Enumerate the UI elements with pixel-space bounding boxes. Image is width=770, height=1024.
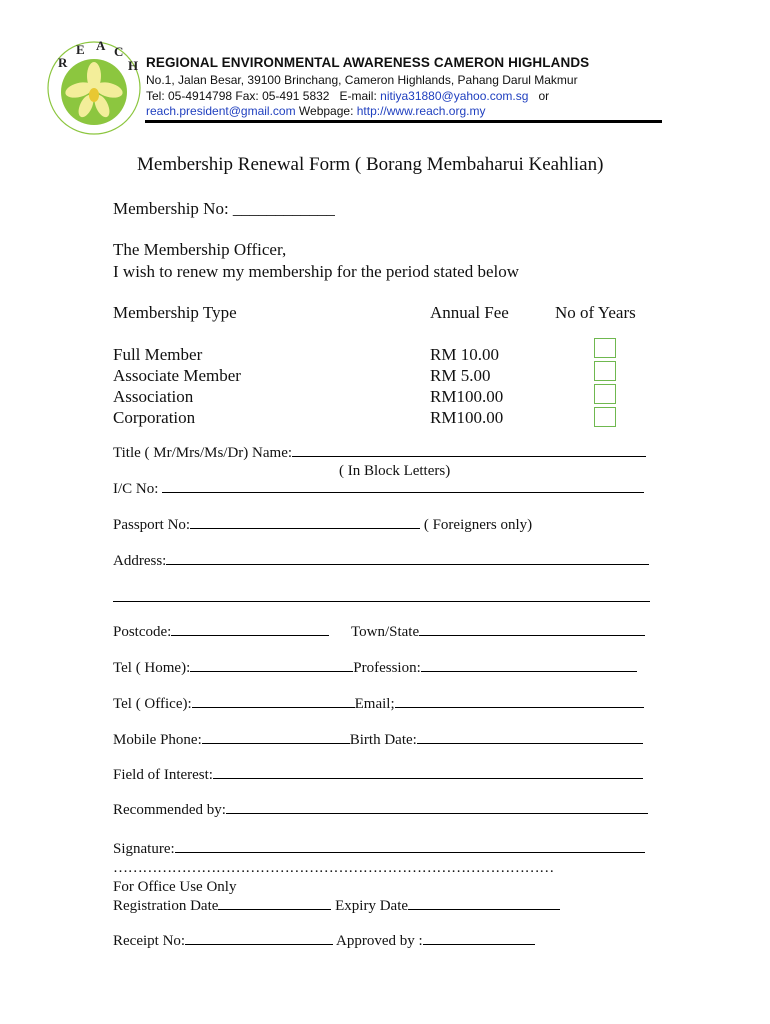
recommended-label: Recommended by: bbox=[113, 802, 226, 818]
birth-date-label: Birth Date: bbox=[349, 732, 417, 748]
membership-type-corporation: Corporation bbox=[113, 408, 196, 427]
col-header-years: No of Years bbox=[555, 303, 636, 322]
passport-field[interactable] bbox=[190, 517, 420, 529]
postcode-row bbox=[113, 624, 329, 641]
recommended-row bbox=[113, 802, 648, 819]
ic-row bbox=[113, 481, 644, 498]
col-header-type: Membership Type bbox=[113, 303, 237, 322]
col-header-fee: Annual Fee bbox=[430, 303, 509, 322]
logo-letter: H bbox=[128, 58, 139, 73]
interest-row bbox=[113, 767, 643, 784]
registration-row bbox=[113, 898, 560, 915]
org-contact bbox=[146, 89, 549, 103]
tel-office-field[interactable] bbox=[192, 696, 355, 708]
intro-text: I wish to renew my membership for the period stated below bbox=[113, 262, 520, 281]
membership-type-full: Full Member bbox=[113, 345, 203, 364]
address-field-line1[interactable] bbox=[166, 553, 649, 565]
org-address: No.1, Jalan Besar, 39100 Brinchang, Cameron Highlands, Pahang Darul Makmur bbox=[146, 73, 578, 87]
registration-date-label: Registration Date bbox=[113, 898, 219, 914]
webpage-label: Webpage: bbox=[295, 104, 357, 118]
mobile-field[interactable] bbox=[202, 732, 350, 744]
mobile-label: Mobile Phone: bbox=[113, 732, 202, 748]
logo-letter: A bbox=[96, 40, 106, 53]
fee-association: RM100.00 bbox=[430, 387, 504, 406]
tel-home-label: Tel ( Home): bbox=[113, 660, 191, 676]
tel-home-row bbox=[113, 660, 637, 677]
interest-label: Field of Interest: bbox=[113, 767, 213, 783]
salutation: The Membership Officer, bbox=[113, 240, 287, 259]
tel-home-field[interactable] bbox=[190, 660, 353, 672]
membership-no-field[interactable]: Membership No: ____________ bbox=[113, 199, 335, 218]
membership-type-association: Association bbox=[113, 387, 194, 406]
office-use-heading: For Office Use Only bbox=[113, 879, 237, 895]
email-field[interactable] bbox=[395, 696, 644, 708]
tel-office-row bbox=[113, 696, 644, 713]
header-divider bbox=[145, 120, 662, 123]
passport-label: Passport No: bbox=[113, 517, 191, 533]
registration-date-field[interactable] bbox=[218, 898, 331, 910]
address-label: Address: bbox=[113, 553, 167, 569]
reach-logo bbox=[46, 40, 142, 136]
town-field[interactable] bbox=[419, 624, 645, 636]
fee-corporation: RM100.00 bbox=[430, 408, 504, 427]
receipt-field[interactable] bbox=[185, 933, 333, 945]
name-field[interactable] bbox=[292, 445, 646, 457]
expiry-date-field[interactable] bbox=[408, 898, 560, 910]
town-label: Town/State bbox=[351, 624, 420, 640]
membership-type-associate: Associate Member bbox=[113, 366, 241, 385]
years-checkbox-association[interactable] bbox=[594, 384, 616, 404]
fee-associate: RM 5.00 bbox=[430, 366, 491, 385]
receipt-row bbox=[113, 933, 535, 950]
logo-letter: E bbox=[76, 42, 85, 57]
interest-field[interactable] bbox=[213, 767, 643, 779]
webpage-link[interactable]: http://www.reach.org.my bbox=[356, 104, 486, 118]
recommended-field[interactable] bbox=[226, 802, 648, 814]
or-text: or bbox=[538, 89, 550, 103]
email-label: Email; bbox=[354, 696, 395, 712]
receipt-label: Receipt No: bbox=[113, 933, 186, 949]
years-checkbox-corporation[interactable] bbox=[594, 407, 616, 427]
postcode-label: Postcode: bbox=[113, 624, 172, 640]
postcode-field[interactable] bbox=[171, 624, 329, 636]
signature-row bbox=[113, 841, 645, 858]
name-label: Title ( Mr/Mrs/Ms/Dr) Name: bbox=[113, 445, 293, 461]
logo-letter: C bbox=[114, 44, 124, 59]
birth-date-field[interactable] bbox=[417, 732, 643, 744]
org-web bbox=[146, 104, 485, 118]
logo-letter: R bbox=[58, 55, 68, 70]
org-name: REGIONAL ENVIRONMENTAL AWARENESS CAMERON HIGHLANDS bbox=[146, 55, 590, 70]
expiry-date-label: Expiry Date bbox=[335, 898, 409, 914]
dotted-divider: ……………………………………………………………………………… bbox=[113, 860, 555, 876]
town-row bbox=[351, 624, 645, 641]
address-field-line2[interactable] bbox=[113, 601, 650, 602]
approved-by-label: Approved by : bbox=[336, 933, 423, 949]
profession-label: Profession: bbox=[353, 660, 421, 676]
mobile-row bbox=[113, 732, 643, 749]
signature-label: Signature: bbox=[113, 841, 175, 857]
signature-field[interactable] bbox=[175, 841, 645, 853]
name-row bbox=[113, 445, 646, 462]
fee-full: RM 10.00 bbox=[430, 345, 499, 364]
address-row bbox=[113, 553, 649, 570]
approved-by-field[interactable] bbox=[423, 933, 535, 945]
profession-field[interactable] bbox=[421, 660, 637, 672]
email-link-1[interactable]: nitiya31880@yahoo.com.sg bbox=[380, 89, 529, 103]
ic-label: I/C No: bbox=[113, 481, 163, 497]
ic-field[interactable] bbox=[162, 481, 644, 493]
email-link-2[interactable]: reach.president@gmail.com bbox=[146, 104, 296, 118]
foreigners-note: ( Foreigners only) bbox=[423, 517, 533, 533]
tel-office-label: Tel ( Office): bbox=[113, 696, 192, 712]
form-title: Membership Renewal Form ( Borang Membaharui Keahlian) bbox=[137, 154, 604, 175]
years-checkbox-full[interactable] bbox=[594, 338, 616, 358]
contact-numbers: Tel: 05-4914798 Fax: 05-491 5832 E-mail: bbox=[146, 89, 381, 103]
years-checkbox-associate[interactable] bbox=[594, 361, 616, 381]
passport-row bbox=[113, 517, 532, 534]
block-letters-note: ( In Block Letters) bbox=[339, 463, 451, 479]
